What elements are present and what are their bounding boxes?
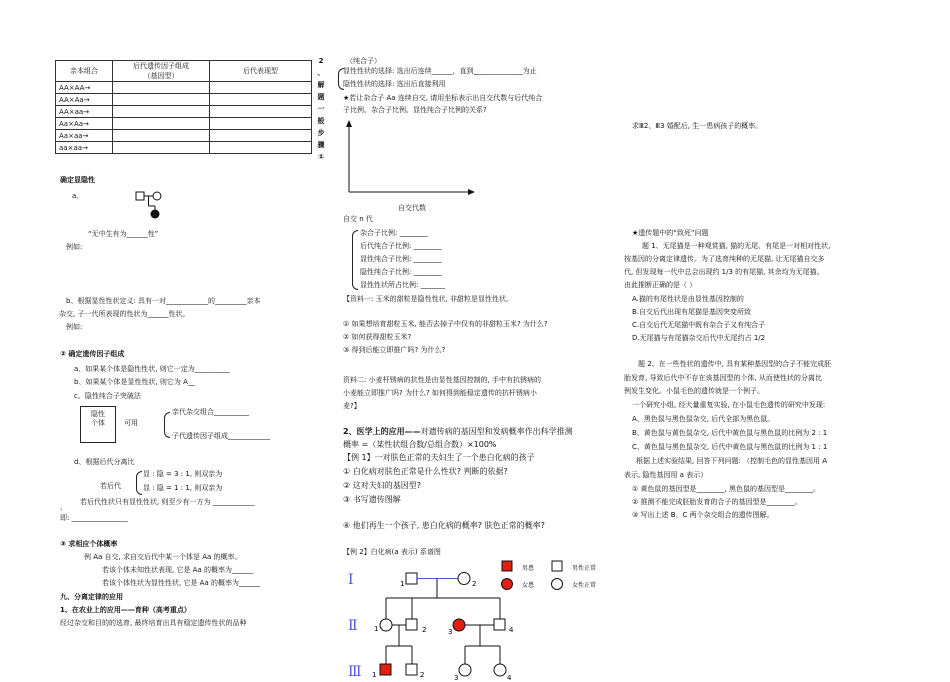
probability-formula: 概率 =（某性状组合数/总组合数）×100% [343, 440, 497, 449]
ratio-rec-homo: 隐性纯合子比例: ________ [360, 268, 442, 276]
question-3: ③ 得到后能立即推广吗? 为什么? [343, 346, 446, 354]
legend-female-affected [502, 579, 513, 590]
selfing-n: 自交 n 代 [343, 215, 373, 223]
material-two-end: 麦?】 [343, 402, 361, 410]
table-row: Aa×aa→ [56, 130, 113, 142]
gen3-female-3 [459, 664, 471, 676]
t1-line2: 按基因的分离定律遗传。为了选育纯种的无尾猫, 让无尾猫自交多 [624, 255, 825, 263]
table-row: aa×aa→ [56, 142, 113, 154]
ratio-dom-homo: 显性纯合子比例: ________ [360, 255, 442, 263]
gen2-male-4 [494, 619, 505, 630]
t2-q1: ① 黄色鼠的基因型是________, 黑色鼠的基因型是________。 [632, 485, 820, 493]
t2-c: C、黄色鼠与黑色鼠杂交, 后代中黄色鼠与黑色鼠的比例为 1 : 1 [632, 443, 828, 451]
generation-label-3: Ⅲ [348, 664, 362, 680]
offspring-label: 若后代 [100, 482, 121, 490]
genotype-a: a、如果某个体是隐性性状, 则它一定为__________ [74, 365, 230, 373]
material-one: 【资料一: 玉米的甜粒是隐性性状, 非甜粒是显性性状。 [343, 295, 514, 303]
generation-label-2: Ⅱ [348, 618, 358, 634]
ratio-dom-pheno: 显性性状所占比例: _______ [360, 281, 446, 289]
heading-dominance: 确定显隐性 [60, 176, 95, 184]
svg-text:3: 3 [454, 674, 459, 682]
item-b: b、根据显性性状定义: 具有一对____________的_________亲本 [66, 297, 261, 305]
genotype-d: d、根据后代分离比 [74, 458, 135, 466]
example-1: 【例 1】一对肤色正常的夫妇生了一个患白化病的孩子 [343, 453, 535, 462]
example-label-2: 例如: [66, 323, 83, 331]
t1-line4: 由此推断正确的是（ ） [624, 281, 697, 289]
prob-unknown: 若该个体未知性状表现, 它是 Aa 的概率为______ [102, 566, 253, 574]
parent-combo: 亲代杂交组合__________ [172, 408, 249, 416]
purebred-label: （纯合子） [346, 57, 381, 65]
ratio-1-1: 显 : 隐 = 1 : 1, 则双亲为 [143, 484, 223, 492]
example-1c: ③ 书写遗传图解 [343, 495, 401, 504]
option-d: D.无尾猫与有尾猫杂交后代中无尾约占 1/2 [632, 334, 766, 342]
example-label: 例如: [66, 243, 83, 251]
can-use: 可用 [124, 419, 138, 427]
medical-line: 2、医学上的应用——对遗传病的基因型和发病概率作出科学推测 [343, 427, 573, 436]
t2-b: B、黄色鼠与黄色鼠杂交, 后代中黄色鼠与黑色鼠的比例为 2 : 1 [632, 429, 828, 437]
item-b-cont: 杂交, 子一代所表现的性状为______性状。 [59, 310, 190, 318]
svg-text:2: 2 [420, 671, 425, 679]
only-dominant: 若后代性状只有显性性状, 则至少有一方为 ____________ [80, 498, 255, 506]
svg-text:4: 4 [509, 626, 514, 634]
heading-agriculture: 1、在农业上的应用——育种（高考重点） [60, 606, 191, 614]
table-row: Aa×Aa→ [56, 118, 113, 130]
prob-dominant: 若该个体性状为显性性状, 它是 Aa 的概率为______ [102, 579, 260, 587]
svg-text:女患: 女患 [522, 582, 535, 589]
quote-rule: “无中生有为______性” [88, 230, 159, 238]
mini-pedigree [134, 190, 170, 222]
example-1d: ④ 他们再生一个孩子, 患白化病的概率? 肤色正常的概率? [343, 521, 545, 530]
t2-line1: 题 2、在一些性状的遗传中, 具有某种基因型的合子不能完成胚 [638, 360, 832, 368]
genotype-b: b、如果某个体是显性性状, 则它为 A__ [74, 378, 195, 386]
pedigree-chart [340, 558, 620, 682]
material-two: 资料二: 小麦杆锈病的抗性是由显性基因控制的, 手中有抗锈病的 [343, 376, 542, 384]
t2-line3: 例发生变化。小鼠毛色的遗传就是一个例子。 [624, 387, 764, 395]
svg-text:1: 1 [374, 625, 379, 633]
option-a: A.猫的有尾性状是由显性基因控制的 [632, 295, 744, 303]
header-phenotype: 后代表现型 [210, 61, 312, 82]
gen1-male-1 [406, 573, 417, 584]
svg-text:1: 1 [400, 580, 405, 588]
prob-example: 例 Aa 自交, 求自交后代中某一个体是 Aa 的概率。 [84, 553, 242, 561]
svg-text:女性正常: 女性正常 [572, 582, 597, 589]
gen3-male-affected-1 [380, 664, 391, 675]
t2-answer-intro: 根据上述实验结果, 回答下列问题: （控制毛色的显性基因用 A [636, 457, 828, 465]
question-1: ① 如果想培育甜粒玉米, 能否去掉子中仅有的非甜粒玉米? 为什么? [343, 320, 548, 328]
agriculture-text: 经过杂交和目的的选育, 最终培育出具有稳定遗传性状的品种 [60, 619, 247, 627]
svg-text:男性正常: 男性正常 [572, 565, 597, 572]
t2-a: A、黑色鼠与黑色鼠杂交, 后代全部为黑色鼠。 [632, 415, 775, 423]
gen2-female-1 [380, 619, 392, 631]
gen1-female-2 [458, 573, 470, 585]
ratio-hetero: 杂合子比例: ________ [360, 229, 428, 237]
svg-text:2: 2 [472, 580, 477, 588]
ratio-homo: 后代纯合子比例: ________ [360, 242, 442, 250]
star-question-cont: 子比例、杂合子比例、显性纯合子比例的关系? [343, 106, 487, 114]
heading-application: 九、分离定律的应用 [60, 593, 123, 601]
header-parent: 亲本组合 [56, 61, 113, 82]
t2-line4: 一个研究小组, 经大量重复实验, 在小鼠毛色遗传的研究中发现: [632, 401, 826, 409]
selfing-axes [345, 120, 475, 196]
svg-text:3: 3 [448, 628, 453, 636]
ji-line: 即: ________________ [60, 514, 128, 522]
example-1a: ① 白化病对肤色正常是什么性状? 判断的依据? [343, 467, 508, 476]
table-row: AA×Aa→ [56, 94, 113, 106]
gen3-female-4 [494, 664, 506, 676]
gen3-male-2 [406, 664, 417, 675]
t1-line3: 代, 但发现每一代中总会出现约 1/3 的有尾猫, 其余均为无尾猫。 [624, 268, 824, 276]
example-2: 【例 2】白化病(a 表示) 系谱图 [343, 548, 441, 556]
genotype-c: c、隐性纯合子突破法 [74, 392, 141, 400]
table-row: AA×AA→ [56, 82, 113, 94]
gen2-male-2 [406, 619, 417, 630]
legend-male-normal [552, 561, 562, 571]
svg-text:4: 4 [507, 674, 512, 682]
legend-male-affected [502, 561, 512, 571]
offspring-genotype: 子代遗传因子组成____________ [172, 432, 270, 440]
lethal-heading: ★遗传题中的“致死”问题 [632, 229, 709, 237]
ratio-3-1: 显 : 隐 = 3 : 1, 则双亲为 [143, 470, 223, 478]
select-recessive: 隐性性状的选择: 选出后直接利用 [343, 80, 446, 88]
svg-text:2: 2 [422, 626, 427, 634]
t2-q2: ② 推测不能完成胚胎发育的合子的基因型是________。 [632, 498, 802, 506]
example-1b: ② 这对夫妇的基因型? [343, 481, 421, 490]
t2-q3: ③ 写出上述 B、C 两个杂交组合的遗传图解。 [632, 511, 774, 519]
question-2: ② 如何获得甜粒玉米? [343, 333, 412, 341]
table-row: AA×aa→ [56, 106, 113, 118]
recessive-box: 隐性 个体 [80, 406, 116, 443]
legend-female-normal [552, 579, 563, 590]
svg-text:1: 1 [372, 671, 377, 679]
material-two-cont: 小麦能立即推广吗? 为什么? 如何得到能稳定遗传的抗杆锈病小 [343, 389, 537, 397]
heading-genotype: ② 确定遗传因子组成 [60, 350, 125, 358]
option-c: C.自交后代无尾猫中既有杂合子又有纯合子 [632, 321, 766, 329]
steps-side-label: 2 、 解 题 一 般 步 骤 ① [317, 57, 325, 161]
cross-table [55, 60, 312, 154]
svg-text:男患: 男患 [522, 565, 535, 572]
star-question: ★若让杂合子 Aa 连续自交, 请用坐标表示出自交代数与后代纯合 [343, 94, 543, 102]
x-axis-label: 自交代数 [398, 204, 426, 212]
t2-answer-intro-cont: 表示, 隐性基因用 a 表示） [624, 471, 708, 479]
gen2-female-affected-3 [453, 619, 465, 631]
t2-line2: 胎发育, 导致后代中不存在该基因型的个体, 从而使性状的分离比 [624, 374, 822, 382]
generation-label-1: Ⅰ [348, 572, 354, 588]
header-genotype: 后代遗传因子组成 （基因型） [113, 61, 210, 82]
select-dominant: 显性性状的选择: 选出后连续______，直到______________为止 [343, 67, 537, 75]
t1-line1: 题 1、无尾猫是一种观赏猫, 猫的无尾、有尾是一对相对性状, [642, 242, 831, 250]
question-top: 求Ⅲ2、Ⅲ3 婚配后, 生一患病孩子的概率。 [632, 122, 763, 130]
heading-probability: ③ 求相应个体概率 [60, 540, 118, 548]
option-b: B.自交后代出现有尾猫是基因突变所致 [632, 308, 752, 316]
item-a: a、 [72, 192, 84, 200]
